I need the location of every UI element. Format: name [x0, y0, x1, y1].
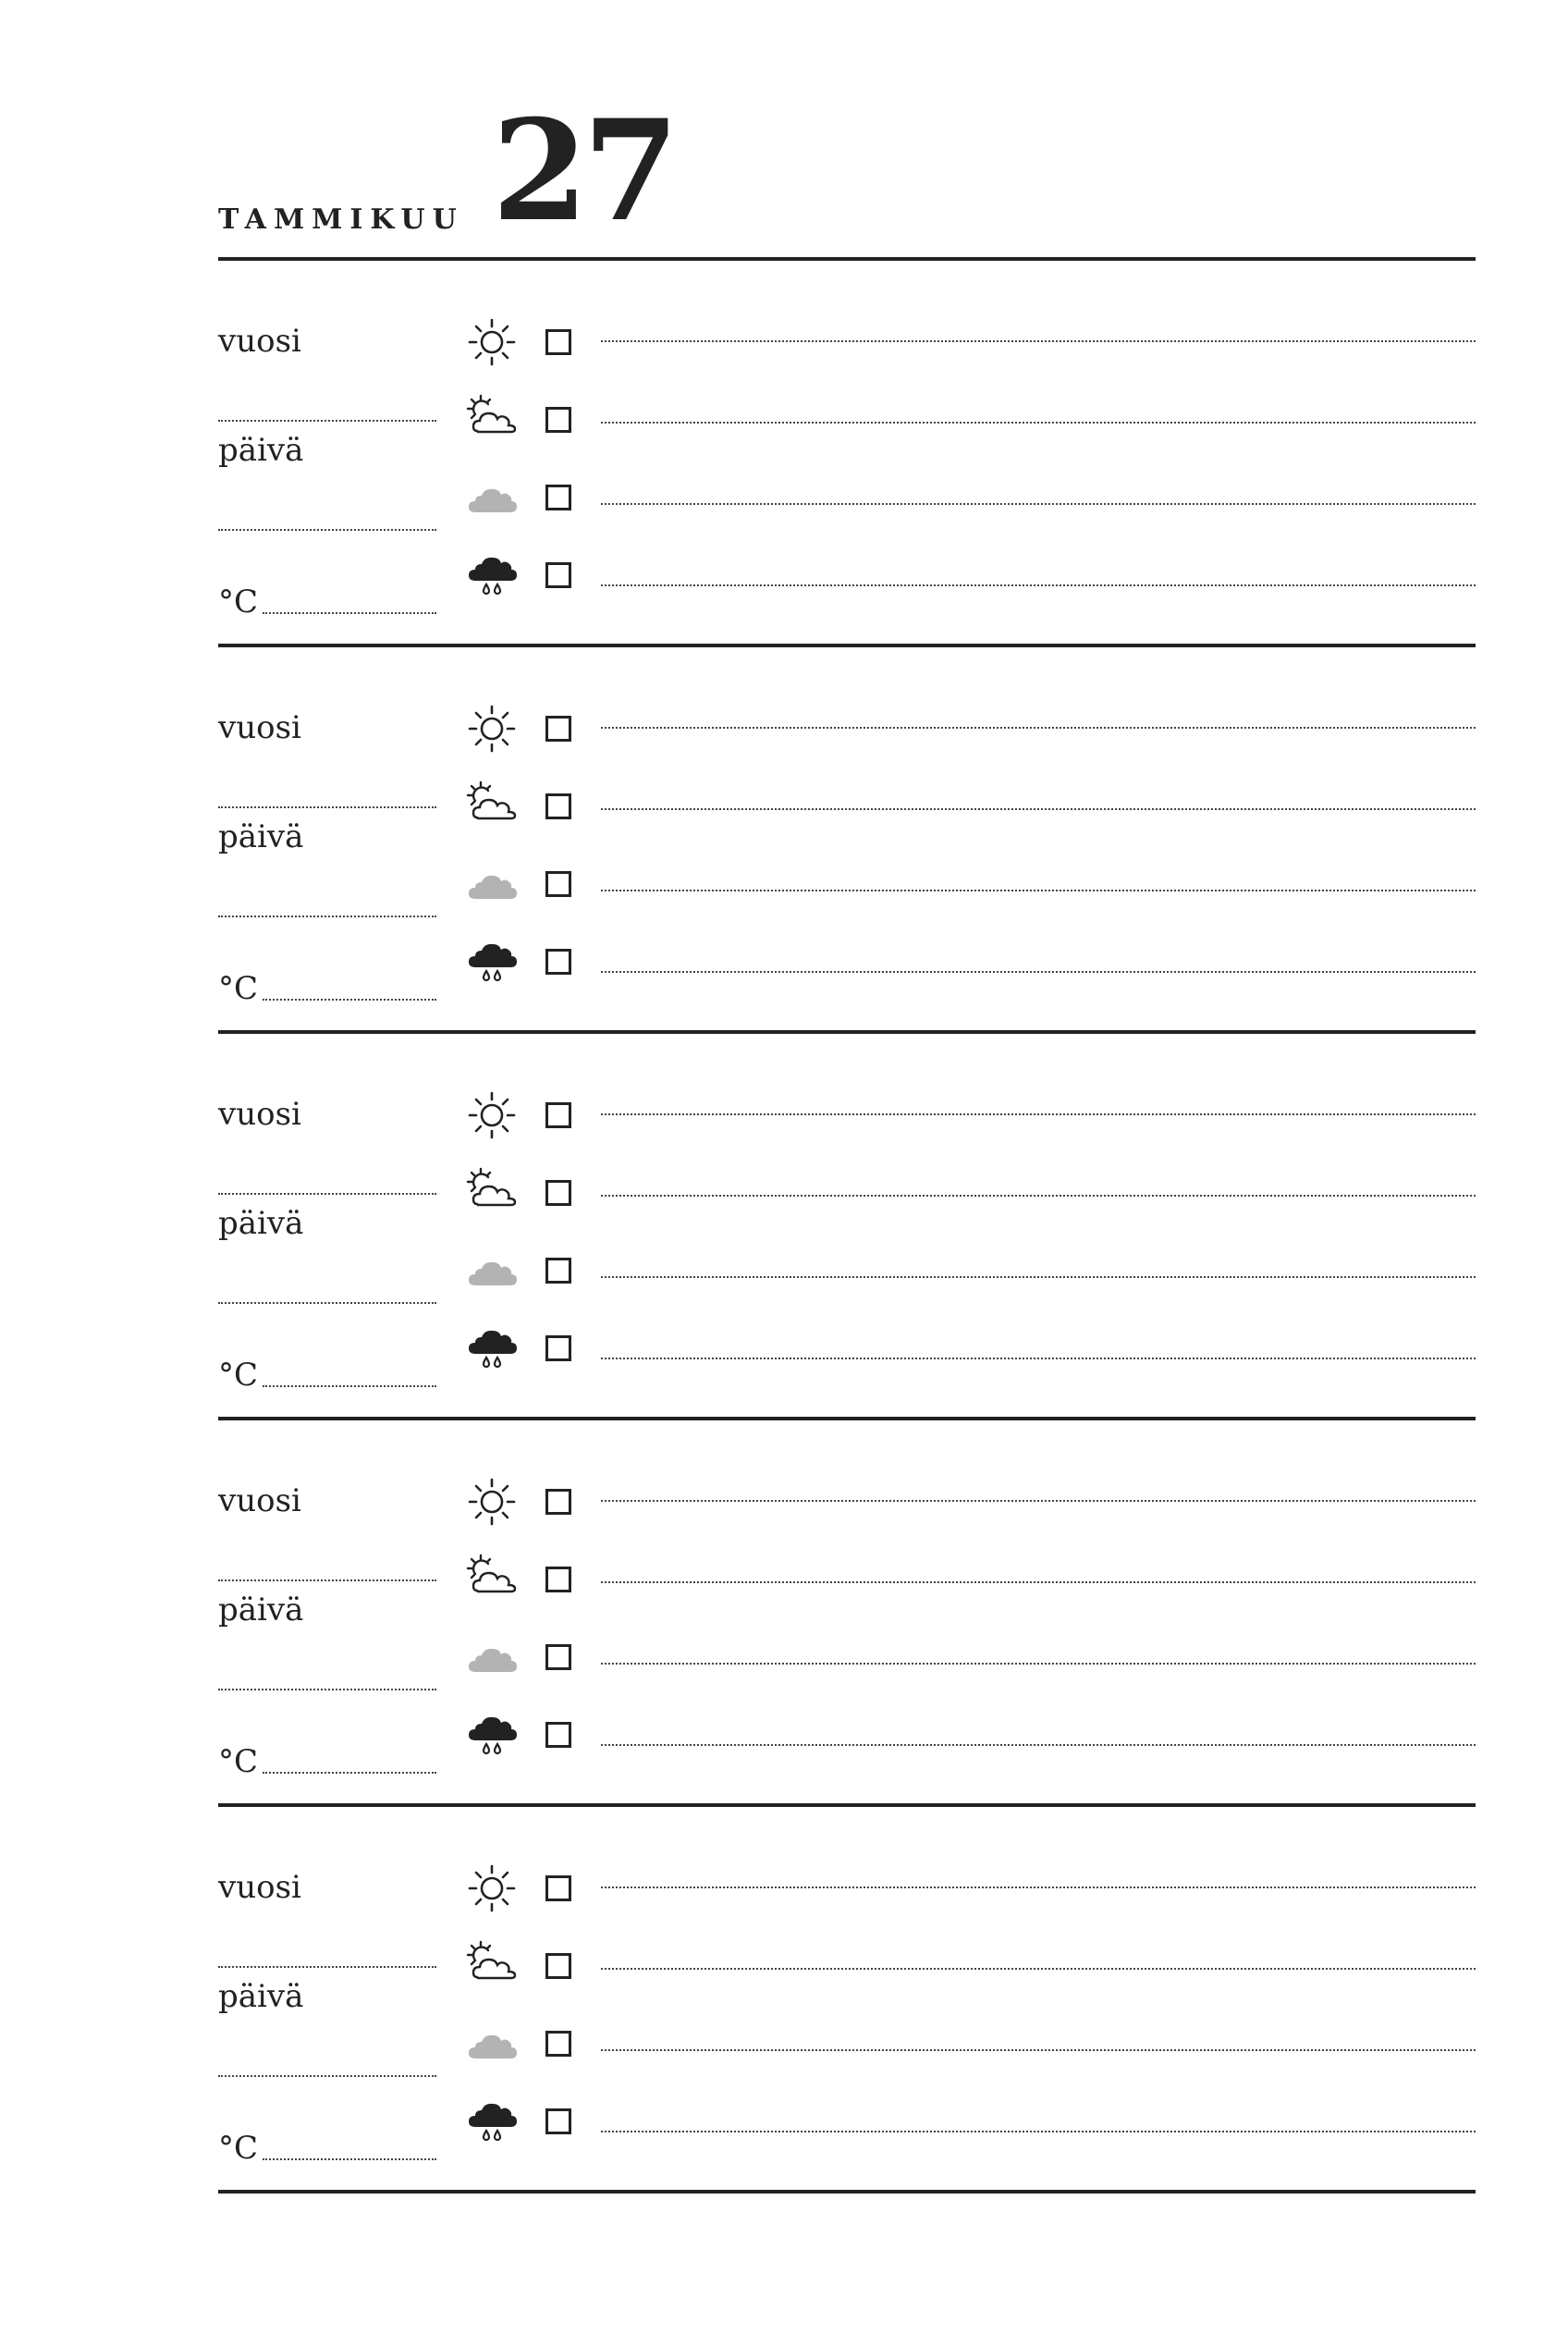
day-field[interactable]: [218, 529, 436, 531]
weather-checkbox[interactable]: [545, 1489, 571, 1515]
diary-entry: [218, 1065, 1476, 1446]
cloud-icon: [462, 2012, 521, 2071]
year-label: vuosi: [218, 1869, 301, 1906]
temperature-field[interactable]: [263, 999, 436, 1001]
temperature-field[interactable]: [263, 612, 436, 614]
weather-checkbox[interactable]: [545, 329, 571, 355]
weather-checkbox[interactable]: [545, 716, 571, 742]
day-field[interactable]: [218, 2075, 436, 2077]
diary-entry: [218, 292, 1476, 673]
month-label: TAMMIKUU: [218, 203, 464, 236]
year-label: vuosi: [218, 323, 301, 360]
note-line[interactable]: [601, 503, 1476, 505]
sun-icon: [462, 1086, 521, 1145]
section-divider: [218, 1030, 1476, 1034]
page-header: [218, 90, 1476, 259]
weather-checkbox[interactable]: [545, 407, 571, 433]
year-label: vuosi: [218, 709, 301, 746]
weather-checkbox[interactable]: [545, 1644, 571, 1670]
note-line[interactable]: [601, 1886, 1476, 1888]
weather-checkbox[interactable]: [545, 871, 571, 897]
note-line[interactable]: [601, 1663, 1476, 1665]
weather-checkbox[interactable]: [545, 2031, 571, 2057]
year-field[interactable]: [218, 806, 436, 808]
weather-checkbox[interactable]: [545, 562, 571, 588]
weather-checkbox[interactable]: [545, 1875, 571, 1901]
note-line[interactable]: [601, 890, 1476, 891]
partly-cloudy-icon: [462, 775, 521, 834]
cloud-icon: [462, 853, 521, 912]
weather-checkbox[interactable]: [545, 949, 571, 975]
year-field[interactable]: [218, 420, 436, 422]
section-divider: [218, 1417, 1476, 1420]
note-line[interactable]: [601, 422, 1476, 424]
partly-cloudy-icon: [462, 1161, 521, 1221]
day-label: päivä: [218, 1591, 304, 1628]
day-label: päivä: [218, 818, 304, 855]
partly-cloudy-icon: [462, 388, 521, 448]
year-field[interactable]: [218, 1579, 436, 1581]
sun-icon: [462, 699, 521, 758]
weather-checkbox[interactable]: [545, 485, 571, 510]
rain-cloud-icon: [462, 1317, 521, 1376]
temperature-field[interactable]: [263, 2158, 436, 2160]
section-divider: [218, 644, 1476, 647]
note-line[interactable]: [601, 1744, 1476, 1746]
note-line[interactable]: [601, 2131, 1476, 2132]
year-label: vuosi: [218, 1096, 301, 1133]
cloud-icon: [462, 1626, 521, 1685]
note-line[interactable]: [601, 1113, 1476, 1115]
partly-cloudy-icon: [462, 1548, 521, 1607]
note-line[interactable]: [601, 1195, 1476, 1197]
rain-cloud-icon: [462, 544, 521, 603]
weather-checkbox[interactable]: [545, 1258, 571, 1284]
day-number: 27: [492, 90, 674, 252]
rain-cloud-icon: [462, 930, 521, 989]
sun-icon: [462, 313, 521, 372]
rain-cloud-icon: [462, 1703, 521, 1763]
temperature-label: °C: [218, 1743, 259, 1780]
section-divider: [218, 1803, 1476, 1807]
note-line[interactable]: [601, 1581, 1476, 1583]
temperature-label: °C: [218, 1357, 259, 1394]
diary-entry: [218, 679, 1476, 1060]
year-field[interactable]: [218, 1193, 436, 1195]
day-field[interactable]: [218, 1302, 436, 1304]
header-rule: [218, 257, 1476, 261]
diary-entry: [218, 1452, 1476, 1833]
diary-entry: [218, 1838, 1476, 2219]
temperature-label: °C: [218, 2130, 259, 2167]
weather-checkbox[interactable]: [545, 2108, 571, 2134]
weather-checkbox[interactable]: [545, 793, 571, 819]
cloud-icon: [462, 1239, 521, 1298]
day-label: päivä: [218, 1978, 304, 2015]
year-field[interactable]: [218, 1966, 436, 1968]
note-line[interactable]: [601, 340, 1476, 342]
day-field[interactable]: [218, 1689, 436, 1690]
temperature-field[interactable]: [263, 1385, 436, 1387]
rain-cloud-icon: [462, 2090, 521, 2149]
temperature-label: °C: [218, 970, 259, 1007]
section-divider: [218, 2190, 1476, 2194]
year-label: vuosi: [218, 1482, 301, 1519]
weather-checkbox[interactable]: [545, 1953, 571, 1979]
sun-icon: [462, 1859, 521, 1918]
temperature-label: °C: [218, 584, 259, 621]
cloud-icon: [462, 466, 521, 525]
note-line[interactable]: [601, 1358, 1476, 1359]
temperature-field[interactable]: [263, 1772, 436, 1774]
partly-cloudy-icon: [462, 1935, 521, 1994]
note-line[interactable]: [601, 584, 1476, 586]
note-line[interactable]: [601, 1276, 1476, 1278]
note-line[interactable]: [601, 971, 1476, 973]
note-line[interactable]: [601, 2049, 1476, 2051]
weather-checkbox[interactable]: [545, 1567, 571, 1592]
day-label: päivä: [218, 1205, 304, 1242]
weather-checkbox[interactable]: [545, 1102, 571, 1128]
note-line[interactable]: [601, 1500, 1476, 1502]
day-field[interactable]: [218, 916, 436, 917]
weather-checkbox[interactable]: [545, 1335, 571, 1361]
weather-checkbox[interactable]: [545, 1180, 571, 1206]
weather-checkbox[interactable]: [545, 1722, 571, 1748]
note-line[interactable]: [601, 1968, 1476, 1970]
day-label: päivä: [218, 432, 304, 469]
note-line[interactable]: [601, 808, 1476, 810]
sun-icon: [462, 1472, 521, 1531]
note-line[interactable]: [601, 727, 1476, 729]
